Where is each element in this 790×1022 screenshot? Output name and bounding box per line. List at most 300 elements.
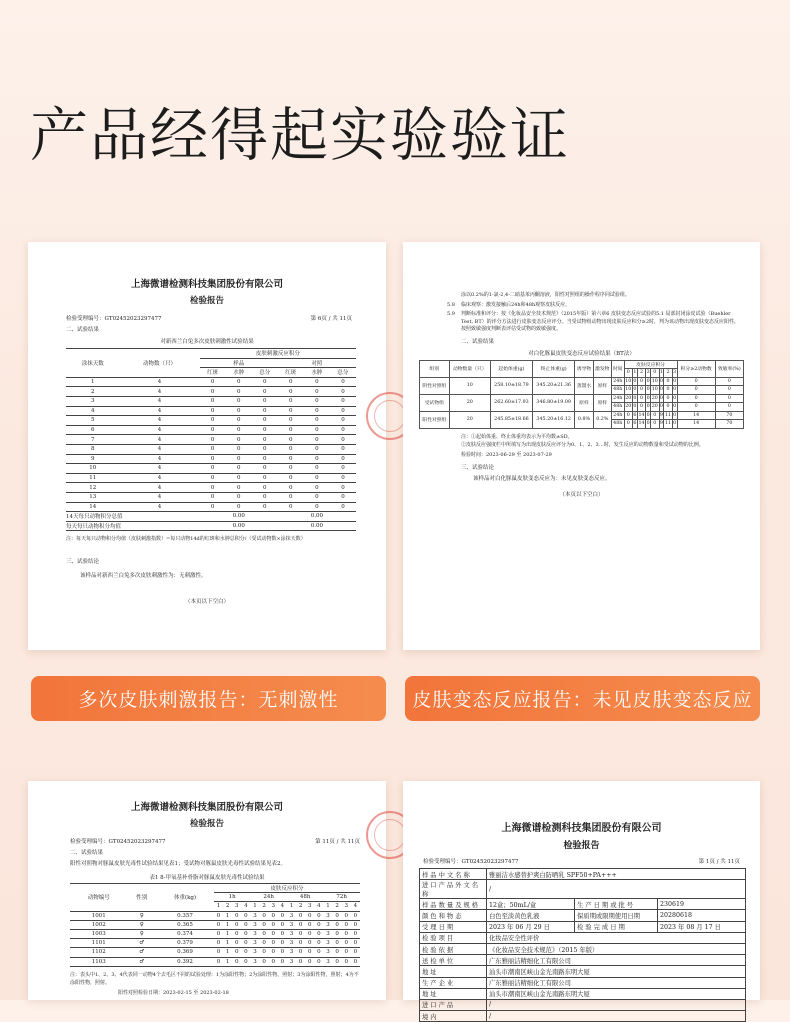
score-cell: 1 [223, 939, 232, 948]
score-cell: 10 [651, 387, 658, 393]
score-cell: 11 [665, 421, 672, 427]
table-cell: 0 [226, 406, 252, 416]
table-cell: 0 [304, 502, 330, 512]
table-cell: 0 [200, 473, 226, 483]
table-cell: 1101 [70, 939, 127, 948]
sum14-label: 14天每只动物积分总值 [66, 512, 200, 522]
table-row [420, 411, 744, 420]
score-cell: 0 [296, 920, 305, 929]
score-cell: 0 [659, 404, 663, 410]
table-cell: 0 [278, 416, 304, 426]
score-cell: 3 [323, 948, 332, 957]
score-cell: 0 [241, 939, 250, 948]
score-cell: 3 [287, 957, 296, 966]
table-cell: 0 [226, 473, 252, 483]
score-cell: 0 [232, 929, 241, 938]
table-cell: 0 [226, 387, 252, 397]
table-cell: 0 [226, 492, 252, 502]
table-row [66, 483, 356, 493]
score-cell: 0 [659, 387, 663, 393]
site-header: 2 [260, 902, 269, 911]
table-title: 对新西兰白兔多次皮肤刺激性试验结果 [160, 339, 254, 345]
score-cell: 0 [314, 957, 323, 966]
score-cell: 0 [342, 920, 351, 929]
score-cell: 0 [241, 929, 250, 938]
table-cell: 0 [330, 425, 356, 435]
site-header: 2 [223, 902, 232, 911]
score-cell: 0 [232, 911, 241, 920]
conclusion-text: 该样品对新西兰白兔多次皮肤刺激性为：无刺激性。 [80, 573, 207, 580]
info-key: 地 址 [420, 966, 487, 977]
score-cell: 0 [333, 911, 342, 920]
score-cell: 3 [323, 920, 332, 929]
header-id: 动物编号 [70, 884, 127, 912]
site-header: 1 [287, 902, 296, 911]
company-name: 上海微谱检测科技集团股份有限公司 [501, 823, 662, 834]
table-cell: 4 [119, 483, 199, 493]
method-paragraph [447, 311, 740, 334]
info-key: 送 检 单 位 [420, 955, 487, 966]
score-cell: 0 [633, 378, 637, 384]
info-row [420, 999, 746, 1010]
info-value: 白色至淡黄色乳液 [487, 910, 575, 921]
conclusion-text: 该样品对白化豚鼠皮肤变态反应为：未见皮肤变态反应。 [473, 475, 611, 482]
score-cell: 0 [342, 911, 351, 920]
info-value: / [487, 999, 746, 1010]
table-cell: 0.357 [156, 911, 214, 920]
score-cell: 0 [351, 920, 360, 929]
info-key: 保质期或限期使用日期 [575, 910, 658, 921]
table-cell: 0 [330, 435, 356, 445]
score-cell: 0 [305, 939, 314, 948]
table-cell: ♂ [127, 939, 156, 948]
score-cell: 3 [287, 911, 296, 920]
table-row [70, 957, 360, 966]
score-cell: 0 [278, 920, 287, 929]
table-row [66, 502, 356, 512]
table-cell: 0 [304, 387, 330, 397]
table-cell: 0 [304, 473, 330, 483]
header-total: 总分 [330, 368, 356, 378]
score-cell: 0 [673, 421, 677, 427]
score-cell: 0 [305, 948, 314, 957]
table-cell: 0.374 [156, 929, 214, 938]
score-cell: 0 [305, 920, 314, 929]
rate-cell: 0 [715, 386, 743, 395]
table-cell: 1002 [70, 920, 127, 929]
sensitization-table: 组别 动物数量（只） 起始体重(g) 终止体重(g) 诱导物 激发物 时间 皮肤反应积分 积分≥2动物数 致敏率(%) 0 1 2 3 0 1 2 3 阴性对照组 10 258.10±18.79 345.20±21.36 蒸馏水 原样 24h 10 0 0 0 10 0 0 0 0 0 48h 10 0 0 0 10 0 0 0 0 0 受试物组 20 262.60±17.93 346.80±19.09 原样 原样 24h 20 0 0 0 20 0 0 0 0 0 48h 20 0 0 0 20 0 0 0 0 0 阳性对照组 20 245.85±18.66 345.20±16.12 0.8% 0.2% 24h 0 6 14 0 0 9 11 0 14 70 48h 0 6 14 0 0 9 11 0 14 70 [419, 360, 744, 429]
score-cell: 1 [223, 957, 232, 966]
report-meta [70, 837, 360, 845]
sample-info-table [419, 868, 746, 1022]
info-value: 12盒；50mL/盒 [487, 899, 575, 910]
score-cell: 0 [673, 412, 677, 418]
site-header: 2 [333, 902, 342, 911]
paragraph-number: 5.9 [447, 311, 455, 317]
table-cell: 0 [278, 454, 304, 464]
table-row [66, 387, 356, 397]
score-cell: 0 [633, 404, 637, 410]
table-cell: 0 [278, 492, 304, 502]
table-row [70, 911, 360, 920]
score-cell: 0 [673, 395, 677, 401]
method-paragraph [447, 301, 740, 310]
score-cell: 0 [232, 948, 241, 957]
time-cell: 24h [613, 395, 623, 401]
header-days: 涂抹天数 [66, 349, 119, 378]
table-row [66, 454, 356, 464]
info-value: / [487, 880, 746, 899]
score-cell: 0 [659, 378, 663, 384]
score-cell: 0 [333, 957, 342, 966]
table-cell: 14 [66, 502, 119, 512]
score-cell: 3 [250, 920, 259, 929]
score-cell: 11 [665, 412, 672, 418]
table-cell: 0 [252, 502, 278, 512]
table-cell: 0 [252, 416, 278, 426]
paragraph-text: 涂以0.2%的1-氯-2,4-二硝基苯丙酮溶液，阳性对照组的操作程序同试验组。 [461, 292, 630, 298]
table-cell: ♂ [127, 957, 156, 966]
score-cell: 0 [296, 929, 305, 938]
table-cell: 4 [119, 444, 199, 454]
score-cell: 0 [333, 948, 342, 957]
table-cell: 0 [304, 492, 330, 502]
phototoxicity-table [70, 883, 360, 967]
table-cell: 0 [226, 444, 252, 454]
score-cell: 1 [223, 929, 232, 938]
header-total: 总分 [252, 368, 278, 378]
score-cell: 0 [269, 939, 278, 948]
score-cell: 0 [646, 387, 650, 393]
score-cell: 0 [351, 957, 360, 966]
table-cell: 4 [119, 492, 199, 502]
header-animals: 动物数量（只） [449, 360, 490, 377]
score-cell: 0 [260, 957, 269, 966]
table-cell: 0.379 [156, 939, 214, 948]
table-cell: 0 [226, 377, 252, 387]
info-key: 受 理 日 期 [420, 921, 487, 932]
table-cell: 0 [200, 483, 226, 493]
score-cell: 0 [673, 387, 677, 393]
page-end-note: （本页以下空白） [559, 491, 604, 498]
score-cell: 0 [664, 377, 672, 386]
info-key: 地 址 [420, 988, 487, 999]
header-reaction: 皮肤反应积分 [624, 360, 677, 369]
site-header: 3 [305, 902, 314, 911]
score-cell: 0 [260, 920, 269, 929]
info-value: 20280618 [658, 910, 746, 921]
info-key: 检 验 项 目 [420, 932, 487, 943]
info-key: 样 品 中 文 名 称 [420, 869, 487, 880]
site-header: 4 [314, 902, 323, 911]
score-cell: 9 [659, 421, 663, 427]
section-heading: 二、试验结果 [461, 338, 495, 345]
table-cell: 0 [200, 377, 226, 387]
score-cell: 0 [278, 939, 287, 948]
table-cell: 4 [119, 416, 199, 426]
score-cell: 0 [633, 387, 637, 393]
score-ge2-cell: 0 [677, 377, 715, 386]
score-cell: 3 [287, 939, 296, 948]
table-cell: 0 [278, 435, 304, 445]
rate-cell: 0 [715, 394, 743, 403]
score-cell: 3 [250, 957, 259, 966]
table-cell: 0 [330, 492, 356, 502]
score-cell: 0 [296, 957, 305, 966]
header-weight-end: 终止体重(g) [533, 360, 575, 377]
page-end-note: （本页以下空白） [184, 599, 229, 606]
score-cell: 0 [314, 948, 323, 957]
score-cell: 0 [214, 948, 223, 957]
table-cell: 10 [66, 464, 119, 474]
report-image-cover-page [403, 781, 760, 1021]
info-row [420, 869, 746, 880]
table-row [420, 377, 744, 386]
table-cell: 0 [278, 444, 304, 454]
info-value: 2023 年 08 月 17 日 [658, 921, 746, 932]
report-image-phototoxicity [28, 781, 386, 1000]
site-header: 1 [323, 902, 332, 911]
score-cell: 1 [223, 911, 232, 920]
score-cell: 0 [624, 411, 632, 420]
score-cell: 0 [269, 911, 278, 920]
table-cell: 0 [278, 387, 304, 397]
table-row [66, 473, 356, 483]
paragraph-number: 5.8 [447, 301, 455, 308]
info-value: 雅丽洁水感替护爽白防晒乳 SPF50+PA+++ [487, 869, 746, 880]
score-cell: 0 [664, 394, 672, 403]
report-meta [423, 857, 740, 865]
header-edema: 水肿 [304, 368, 330, 378]
score-cell: 0 [342, 948, 351, 957]
score-cell: 0 [214, 911, 223, 920]
rate-cell: 70 [715, 411, 743, 420]
score-cell: 0 [673, 404, 677, 410]
table-cell: 原样 [593, 377, 611, 394]
irritation-result-badge: 多次皮肤刺激报告：无刺激性 [31, 676, 386, 721]
score-cell: 10 [625, 378, 632, 384]
score-cell: 0 [269, 929, 278, 938]
conclusion-heading: 三、试验结论 [66, 559, 100, 566]
table-cell: 0 [330, 454, 356, 464]
header-72h: 72h [323, 893, 360, 902]
table-cell: 0 [200, 454, 226, 464]
score-cell: 0 [214, 939, 223, 948]
info-value: 汕头市潮南区峡山金光南路东明大厦 [487, 988, 746, 999]
time-cell: 48h [613, 387, 623, 393]
section-heading: 二、试验结果 [66, 327, 100, 333]
table-cell: 0 [200, 464, 226, 474]
table-row [66, 444, 356, 454]
header-group: 组别 [420, 360, 450, 377]
table-cell: 0 [252, 396, 278, 406]
table-cell: 0 [252, 377, 278, 387]
acceptance-number: 检验受理编号：GT02452023297477 [70, 839, 166, 845]
table-cell: 4 [119, 454, 199, 464]
site-header: 3 [342, 902, 351, 911]
score-cell: 0 [314, 939, 323, 948]
info-row [420, 943, 746, 954]
avg-sample: 0.00 [200, 521, 278, 531]
table-cell: 0 [200, 406, 226, 416]
table-cell: 0 [226, 454, 252, 464]
info-row [420, 921, 746, 932]
info-key: 样 品 数 量 及 规 格 [420, 899, 487, 910]
table-cell: 0 [330, 396, 356, 406]
table-row [66, 435, 356, 445]
table-cell: 0 [330, 473, 356, 483]
table-note: 注：每天每只动物积分均值（皮肤刺激指数）=每只动物14d的红斑和水肿总积分/（受试动物数×涂抹天数） [66, 536, 306, 543]
section-heading: 二、试验结果 [70, 850, 104, 856]
avg-control: 0.00 [278, 521, 356, 531]
score-cell: 1 [223, 948, 232, 957]
table-cell: 8 [66, 444, 119, 454]
table-cell: 4 [119, 396, 199, 406]
site-header: 4 [351, 902, 360, 911]
header-sample: 样品 [200, 358, 278, 368]
score-cell: 20 [625, 404, 632, 410]
phototoxicity-rows [70, 911, 360, 966]
info-value: 汕头市潮南区峡山金光南路东明大厦 [487, 966, 746, 977]
site-header: 4 [241, 902, 250, 911]
table-cell: 4 [119, 435, 199, 445]
score-cell: 0 [278, 957, 287, 966]
table-cell: 0 [304, 435, 330, 445]
table-cell: 1 [66, 377, 119, 387]
table-cell: 4 [119, 406, 199, 416]
score-cell: 0 [314, 911, 323, 920]
paragraph-text: 临床观察：激发接触后24h和48h观察皮肤反应。 [461, 301, 571, 308]
irritation-rows [66, 377, 356, 511]
info-row [420, 1011, 746, 1022]
table-row [66, 492, 356, 502]
table-cell: 阳性对照组 [420, 411, 450, 428]
table-cell: 0 [330, 464, 356, 474]
score-cell: 20 [651, 395, 658, 401]
score-cell: 0 [296, 948, 305, 957]
score-cell: 0 [241, 920, 250, 929]
table-cell: 6 [66, 425, 119, 435]
table-cell: 1102 [70, 948, 127, 957]
score-cell: 0 [651, 411, 659, 420]
table-cell: 0 [330, 502, 356, 512]
page-number: 第 11页 / 共 11页 [315, 839, 360, 845]
info-row [420, 966, 746, 977]
table-cell: 0 [252, 473, 278, 483]
report-image-skin-sensitization [403, 242, 760, 650]
table-cell: 345.20±21.36 [533, 377, 575, 394]
sensitization-result-badge: 皮肤变态反应报告：未见皮肤变态反应 [405, 676, 760, 721]
table-cell: 0 [200, 502, 226, 512]
paragraph-text: 判断标准和评分：按《化妆品安全技术规范》（2015年版）第六章6 皮肤变态反应试验的5.1 局部封闭涂皮试验（Buehler Test, BT）的评分方法进行皮肤变态反应评分。当受试物组动物出现皮肤反应积分≥2时，判为该动物出现皮肤变态反应阳性，按照致敏强度判断表评估受试物的致敏强度。 [461, 311, 740, 332]
table-cell: 0 [304, 406, 330, 416]
table-cell: ♀ [127, 929, 156, 938]
table-cell: 0.392 [156, 957, 214, 966]
score-cell: 0 [278, 911, 287, 920]
table-cell: 0 [200, 444, 226, 454]
score-cell: 3 [323, 957, 332, 966]
score-ge2-cell: 14 [677, 420, 715, 429]
table-cell: 4 [119, 464, 199, 474]
rate-cell: 70 [715, 420, 743, 429]
table-cell: 0 [252, 454, 278, 464]
table-cell: 4 [66, 406, 119, 416]
table-cell: 0 [200, 416, 226, 426]
table-row [70, 939, 360, 948]
site-header: 4 [278, 902, 287, 911]
score-cell: 0 [232, 920, 241, 929]
table-cell: 0 [226, 435, 252, 445]
info-value: 《化妆品安全技术规范》（2015 年版） [487, 943, 746, 954]
table-cell: 0 [330, 444, 356, 454]
score-cell: 0 [351, 939, 360, 948]
table-note-2: ②皮肤反应强度栏中所填写为出现皮肤反应评分为0、1、2、3…时，发生反应的动物数量和受试动物的比例。 [461, 441, 704, 448]
table-cell: 0 [278, 483, 304, 493]
header-48h: 48h [287, 893, 324, 902]
header-animals: 动物数（只） [119, 349, 199, 378]
table-cell: 1001 [70, 911, 127, 920]
header-weight: 体重(kg) [156, 884, 214, 912]
table-cell: 受试物组 [420, 394, 450, 411]
score-cell: 14 [638, 421, 645, 427]
score-cell: 0 [651, 420, 659, 429]
time-cell: 24h [613, 412, 623, 418]
table-cell: 4 [119, 473, 199, 483]
score-cell: 0 [333, 929, 342, 938]
table-cell: 0 [330, 377, 356, 387]
table-cell: 0.8% [575, 411, 593, 428]
rate-cell: 0 [715, 377, 743, 386]
page-number: 第 1页 / 共 11页 [698, 859, 740, 865]
info-value: 2023 年 06 月 29 日 [487, 921, 575, 932]
table-row [70, 929, 360, 938]
score-cell: 0 [342, 929, 351, 938]
method-text [403, 292, 760, 334]
info-row [420, 955, 746, 966]
table-cell: 0.2% [593, 411, 611, 428]
table-row [66, 406, 356, 416]
table-cell: 9 [66, 454, 119, 464]
table-cell: 12 [66, 483, 119, 493]
score-cell: 3 [323, 939, 332, 948]
score-cell: 0 [305, 911, 314, 920]
table-cell: 0 [226, 396, 252, 406]
table-cell: 0 [304, 377, 330, 387]
score-cell: 0 [646, 378, 650, 384]
header-time: 时间 [611, 360, 624, 377]
table-row [66, 464, 356, 474]
table-cell: 0 [252, 444, 278, 454]
score-cell: 0 [241, 911, 250, 920]
score-cell: 0 [232, 939, 241, 948]
table-cell: 10 [449, 377, 490, 394]
table-cell: 0 [304, 425, 330, 435]
section-text: 阳性对照物对豚鼠皮肤光毒性试验结果见表1；受试物对豚鼠皮肤光毒性试验结果见表2。 [70, 861, 287, 867]
score-cell: 6 [633, 412, 637, 418]
info-key: 进 口 产 品 外 文 名 称 [420, 880, 487, 899]
score-cell: 0 [269, 920, 278, 929]
time-cell: 24h [613, 378, 623, 384]
score-cell: 0 [241, 948, 250, 957]
table-cell: 0.365 [156, 920, 214, 929]
score-cell: 3 [250, 948, 259, 957]
score-cell: 6 [633, 421, 637, 427]
table-row [66, 425, 356, 435]
table-cell: 0 [200, 492, 226, 502]
sensitization-rows [420, 377, 744, 428]
header-1h: 1h [214, 893, 251, 902]
table-cell: 0 [226, 502, 252, 512]
